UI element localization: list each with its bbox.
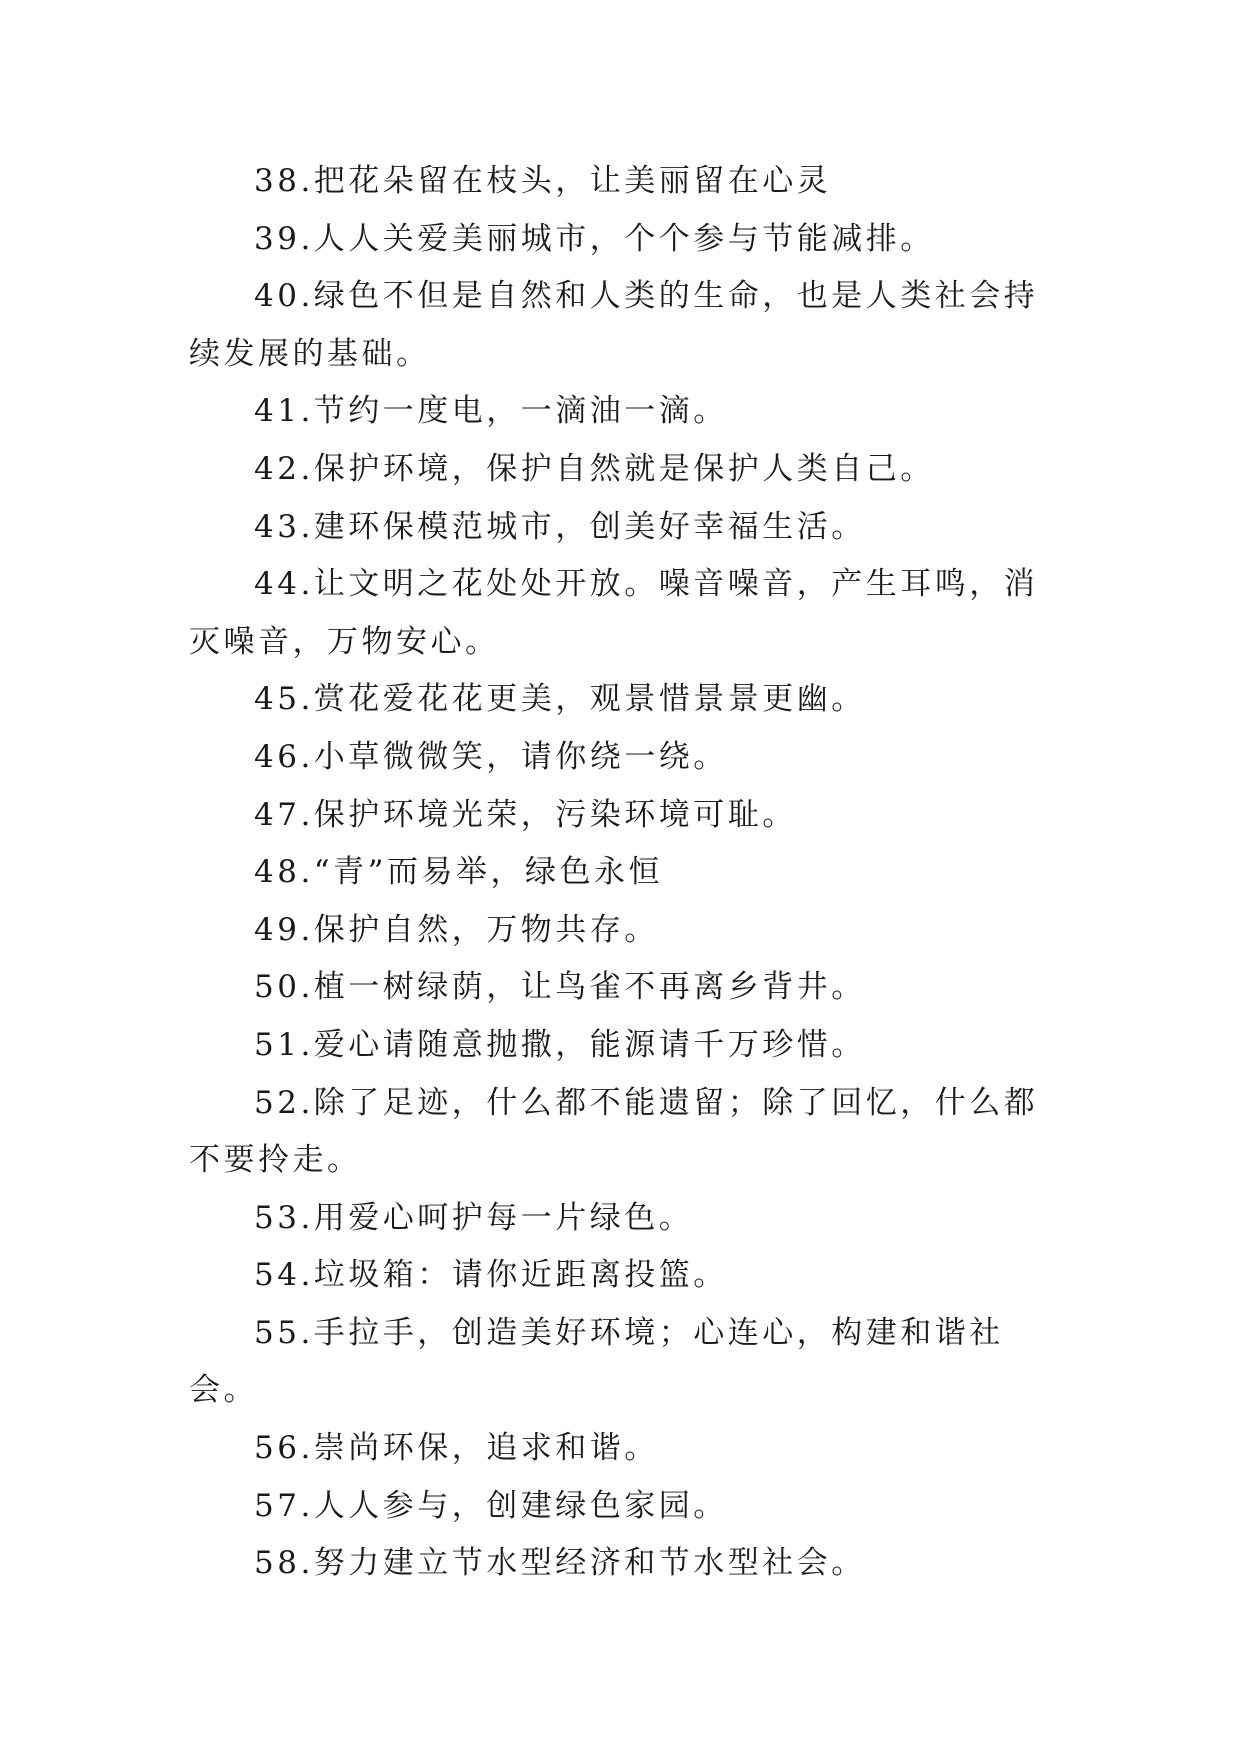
slogan-paragraph: 55.手拉手，创造美好环境；心连心，构建和谐社会。 xyxy=(189,1314,1004,1409)
slogan-paragraph: 50.植一树绿荫，让鸟雀不再离乡背井。 xyxy=(254,969,866,1006)
slogan-paragraph: 58.努力建立节水型经济和节水型社会。 xyxy=(254,1545,866,1582)
slogan-paragraph: 48.“青”而易举，绿色永恒 xyxy=(254,854,663,891)
slogan-paragraph: 44.让文明之花处处开放。噪音噪音，产生耳鸣，消灭噪音，万物安心。 xyxy=(189,566,1039,660)
slogan-paragraph: 56.崇尚环保，追求和谐。 xyxy=(254,1430,659,1467)
slogan-paragraph: 43.建环保模范城市，创美好幸福生活。 xyxy=(254,508,866,545)
slogan-paragraph: 39.人人关爱美丽城市，个个参与节能减排。 xyxy=(254,220,935,257)
slogan-paragraph: 49.保护自然，万物共存。 xyxy=(254,911,659,948)
slogan-paragraph: 40.绿色不但是自然和人类的生命，也是人类社会持续发展的基础。 xyxy=(189,278,1039,372)
slogan-paragraph: 38.把花朵留在枝头，让美丽留在心灵 xyxy=(254,163,832,199)
slogan-paragraph: 47.保护环境光荣，污染环境可耻。 xyxy=(254,796,797,833)
slogan-paragraph: 42.保护环境，保护自然就是保护人类自己。 xyxy=(254,450,935,487)
slogan-paragraph: 45.赏花爱花花更美，观景惜景景更幽。 xyxy=(254,681,866,718)
slogan-list xyxy=(189,153,1055,1593)
slogan-paragraph: 54.垃圾箱：请你近距离投篮。 xyxy=(254,1257,728,1294)
slogan-paragraph: 57.人人参与，创建绿色家园。 xyxy=(254,1487,728,1524)
slogan-paragraph: 52.除了足迹，什么都不能遗留；除了回忆，什么都不要拎走。 xyxy=(189,1084,1039,1179)
slogan-paragraph: 51.爱心请随意抛撒，能源请千万珍惜。 xyxy=(254,1026,866,1063)
slogan-paragraph: 41.节约一度电，一滴油一滴。 xyxy=(254,393,728,430)
slogan-paragraph: 46.小草微微笑，请你绕一绕。 xyxy=(254,738,728,775)
slogan-paragraph: 53.用爱心呵护每一片绿色。 xyxy=(254,1199,694,1236)
